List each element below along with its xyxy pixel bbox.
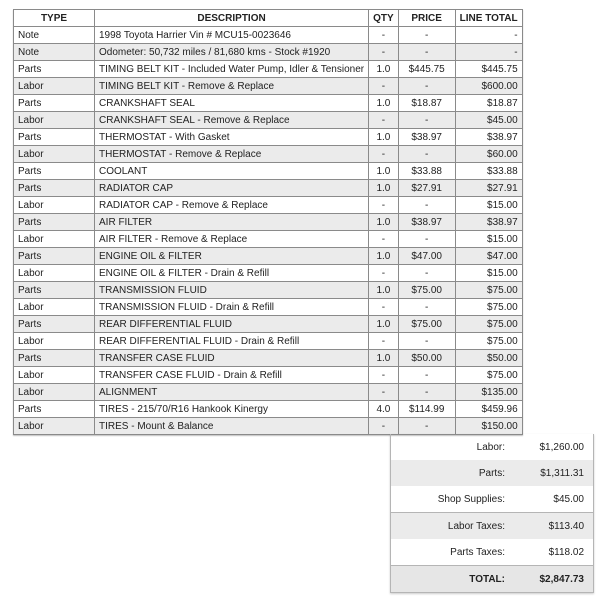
summary-labor-taxes-label: Labor Taxes:	[447, 520, 505, 532]
cell-type: Parts	[14, 316, 95, 333]
cell-qty: -	[369, 418, 399, 435]
cell-type: Labor	[14, 265, 95, 282]
cell-type: Parts	[14, 180, 95, 197]
cell-line-total: $38.97	[455, 129, 522, 146]
cell-price: -	[398, 112, 455, 129]
cell-line-total: $50.00	[455, 350, 522, 367]
table-header-row	[14, 10, 523, 27]
summary-labor-value: $1,260.00	[539, 441, 584, 453]
cell-qty: 1.0	[369, 180, 399, 197]
cell-description: REAR DIFFERENTIAL FLUID - Drain & Refill	[95, 333, 369, 350]
summary-parts-taxes-row	[391, 539, 593, 565]
cell-line-total: $38.97	[455, 214, 522, 231]
summary-labor-row	[391, 434, 593, 460]
cell-qty: -	[369, 299, 399, 316]
cell-line-total: $75.00	[455, 316, 522, 333]
cell-type: Labor	[14, 418, 95, 435]
cell-description: 1998 Toyota Harrier Vin # MCU15-0023646	[95, 27, 369, 44]
cell-price: -	[398, 384, 455, 401]
cell-price: $445.75	[398, 61, 455, 78]
cell-price: $38.97	[398, 214, 455, 231]
summary-parts-taxes-value: $118.02	[548, 546, 584, 558]
cell-type: Labor	[14, 197, 95, 214]
header-description: DESCRIPTION	[95, 10, 369, 27]
cell-qty: 1.0	[369, 350, 399, 367]
summary-labor-taxes-value: $113.40	[548, 520, 584, 532]
cell-qty: -	[369, 27, 399, 44]
table-row	[14, 265, 523, 282]
cell-price: -	[398, 418, 455, 435]
cell-price: $33.88	[398, 163, 455, 180]
cell-qty: 1.0	[369, 248, 399, 265]
cell-price: $75.00	[398, 282, 455, 299]
totals-summary	[390, 434, 594, 593]
cell-type: Note	[14, 44, 95, 61]
table-row	[14, 282, 523, 299]
cell-type: Labor	[14, 333, 95, 350]
table-row	[14, 299, 523, 316]
cell-qty: 1.0	[369, 163, 399, 180]
header-line-total: LINE TOTAL	[455, 10, 522, 27]
cell-line-total: -	[455, 44, 522, 61]
cell-type: Parts	[14, 214, 95, 231]
cell-type: Labor	[14, 78, 95, 95]
cell-description: RADIATOR CAP - Remove & Replace	[95, 197, 369, 214]
cell-line-total: $33.88	[455, 163, 522, 180]
table-row	[14, 316, 523, 333]
cell-type: Parts	[14, 248, 95, 265]
cell-price: $27.91	[398, 180, 455, 197]
cell-line-total: $75.00	[455, 299, 522, 316]
cell-qty: -	[369, 197, 399, 214]
table-row	[14, 129, 523, 146]
cell-line-total: $60.00	[455, 146, 522, 163]
cell-type: Parts	[14, 350, 95, 367]
table-row	[14, 418, 523, 435]
cell-line-total: -	[455, 27, 522, 44]
summary-labor-label: Labor:	[476, 441, 505, 453]
cell-description: COOLANT	[95, 163, 369, 180]
cell-description: ENGINE OIL & FILTER - Drain & Refill	[95, 265, 369, 282]
table-row	[14, 197, 523, 214]
cell-qty: -	[369, 367, 399, 384]
summary-parts-taxes-label: Parts Taxes:	[450, 546, 505, 558]
cell-price: -	[398, 44, 455, 61]
table-row	[14, 248, 523, 265]
cell-qty: -	[369, 146, 399, 163]
cell-description: THERMOSTAT - Remove & Replace	[95, 146, 369, 163]
header-price: PRICE	[398, 10, 455, 27]
cell-price: -	[398, 197, 455, 214]
cell-price: -	[398, 299, 455, 316]
summary-shop-supplies-label: Shop Supplies:	[437, 493, 505, 505]
cell-qty: -	[369, 333, 399, 350]
table-row	[14, 163, 523, 180]
table-row	[14, 401, 523, 418]
cell-type: Parts	[14, 61, 95, 78]
cell-price: -	[398, 231, 455, 248]
cell-description: RADIATOR CAP	[95, 180, 369, 197]
table-row	[14, 214, 523, 231]
cell-qty: 1.0	[369, 214, 399, 231]
cell-price: -	[398, 27, 455, 44]
cell-type: Labor	[14, 231, 95, 248]
cell-qty: -	[369, 384, 399, 401]
cell-description: AIR FILTER	[95, 214, 369, 231]
cell-line-total: $75.00	[455, 282, 522, 299]
summary-total-row	[391, 565, 593, 592]
cell-price: -	[398, 265, 455, 282]
cell-line-total: $75.00	[455, 367, 522, 384]
summary-parts-row	[391, 460, 593, 486]
cell-line-total: $75.00	[455, 333, 522, 350]
table-row	[14, 350, 523, 367]
cell-type: Parts	[14, 129, 95, 146]
table-row	[14, 27, 523, 44]
cell-description: TIMING BELT KIT - Remove & Replace	[95, 78, 369, 95]
cell-description: AIR FILTER - Remove & Replace	[95, 231, 369, 248]
table-row	[14, 367, 523, 384]
summary-parts-value: $1,311.31	[540, 467, 584, 479]
cell-price: -	[398, 78, 455, 95]
cell-qty: 1.0	[369, 61, 399, 78]
cell-description: TRANSFER CASE FLUID - Drain & Refill	[95, 367, 369, 384]
header-qty: QTY	[369, 10, 399, 27]
cell-line-total: $15.00	[455, 197, 522, 214]
cell-type: Parts	[14, 401, 95, 418]
cell-price: -	[398, 146, 455, 163]
cell-description: TRANSFER CASE FLUID	[95, 350, 369, 367]
cell-price: $38.97	[398, 129, 455, 146]
cell-description: THERMOSTAT - With Gasket	[95, 129, 369, 146]
summary-total-value: $2,847.73	[539, 573, 584, 585]
cell-type: Labor	[14, 384, 95, 401]
table-row	[14, 112, 523, 129]
cell-description: CRANKSHAFT SEAL - Remove & Replace	[95, 112, 369, 129]
cell-qty: 1.0	[369, 316, 399, 333]
header-type: TYPE	[14, 10, 95, 27]
table-row	[14, 44, 523, 61]
cell-description: CRANKSHAFT SEAL	[95, 95, 369, 112]
cell-type: Labor	[14, 299, 95, 316]
summary-labor-taxes-row	[391, 512, 593, 539]
table-row	[14, 333, 523, 350]
cell-type: Labor	[14, 367, 95, 384]
table-row	[14, 78, 523, 95]
summary-total-label: TOTAL:	[469, 573, 505, 585]
cell-qty: 1.0	[369, 129, 399, 146]
cell-type: Note	[14, 27, 95, 44]
cell-line-total: $15.00	[455, 231, 522, 248]
cell-description: TRANSMISSION FLUID	[95, 282, 369, 299]
cell-price: $47.00	[398, 248, 455, 265]
cell-type: Parts	[14, 282, 95, 299]
table-row	[14, 180, 523, 197]
table-row	[14, 146, 523, 163]
table-row	[14, 231, 523, 248]
table-body	[14, 27, 523, 435]
cell-type: Parts	[14, 163, 95, 180]
cell-qty: -	[369, 231, 399, 248]
table-row	[14, 95, 523, 112]
cell-description: TRANSMISSION FLUID - Drain & Refill	[95, 299, 369, 316]
table-row	[14, 61, 523, 78]
cell-line-total: $15.00	[455, 265, 522, 282]
summary-shop-supplies-row	[391, 486, 593, 512]
summary-shop-supplies-value: $45.00	[553, 493, 584, 505]
cell-line-total: $18.87	[455, 95, 522, 112]
cell-qty: 4.0	[369, 401, 399, 418]
cell-price: $114.99	[398, 401, 455, 418]
cell-type: Labor	[14, 112, 95, 129]
cell-description: Odometer: 50,732 miles / 81,680 kms - Stock #1920	[95, 44, 369, 61]
cell-qty: -	[369, 78, 399, 95]
cell-line-total: $459.96	[455, 401, 522, 418]
cell-type: Labor	[14, 146, 95, 163]
cell-qty: -	[369, 112, 399, 129]
cell-price: $18.87	[398, 95, 455, 112]
cell-description: ENGINE OIL & FILTER	[95, 248, 369, 265]
cell-price: -	[398, 367, 455, 384]
cell-description: TIRES - Mount & Balance	[95, 418, 369, 435]
cell-price: -	[398, 333, 455, 350]
cell-description: TIRES - 215/70/R16 Hankook Kinergy	[95, 401, 369, 418]
cell-line-total: $600.00	[455, 78, 522, 95]
line-items-table	[13, 9, 523, 435]
cell-line-total: $45.00	[455, 112, 522, 129]
cell-qty: -	[369, 44, 399, 61]
cell-price: $75.00	[398, 316, 455, 333]
cell-line-total: $445.75	[455, 61, 522, 78]
cell-description: ALIGNMENT	[95, 384, 369, 401]
cell-description: TIMING BELT KIT - Included Water Pump, Idler & Tensioner	[95, 61, 369, 78]
cell-price: $50.00	[398, 350, 455, 367]
cell-line-total: $150.00	[455, 418, 522, 435]
cell-line-total: $135.00	[455, 384, 522, 401]
cell-qty: 1.0	[369, 95, 399, 112]
table-row	[14, 384, 523, 401]
summary-parts-label: Parts:	[478, 467, 505, 479]
cell-line-total: $27.91	[455, 180, 522, 197]
cell-description: REAR DIFFERENTIAL FLUID	[95, 316, 369, 333]
cell-qty: -	[369, 265, 399, 282]
cell-qty: 1.0	[369, 282, 399, 299]
cell-type: Parts	[14, 95, 95, 112]
cell-line-total: $47.00	[455, 248, 522, 265]
